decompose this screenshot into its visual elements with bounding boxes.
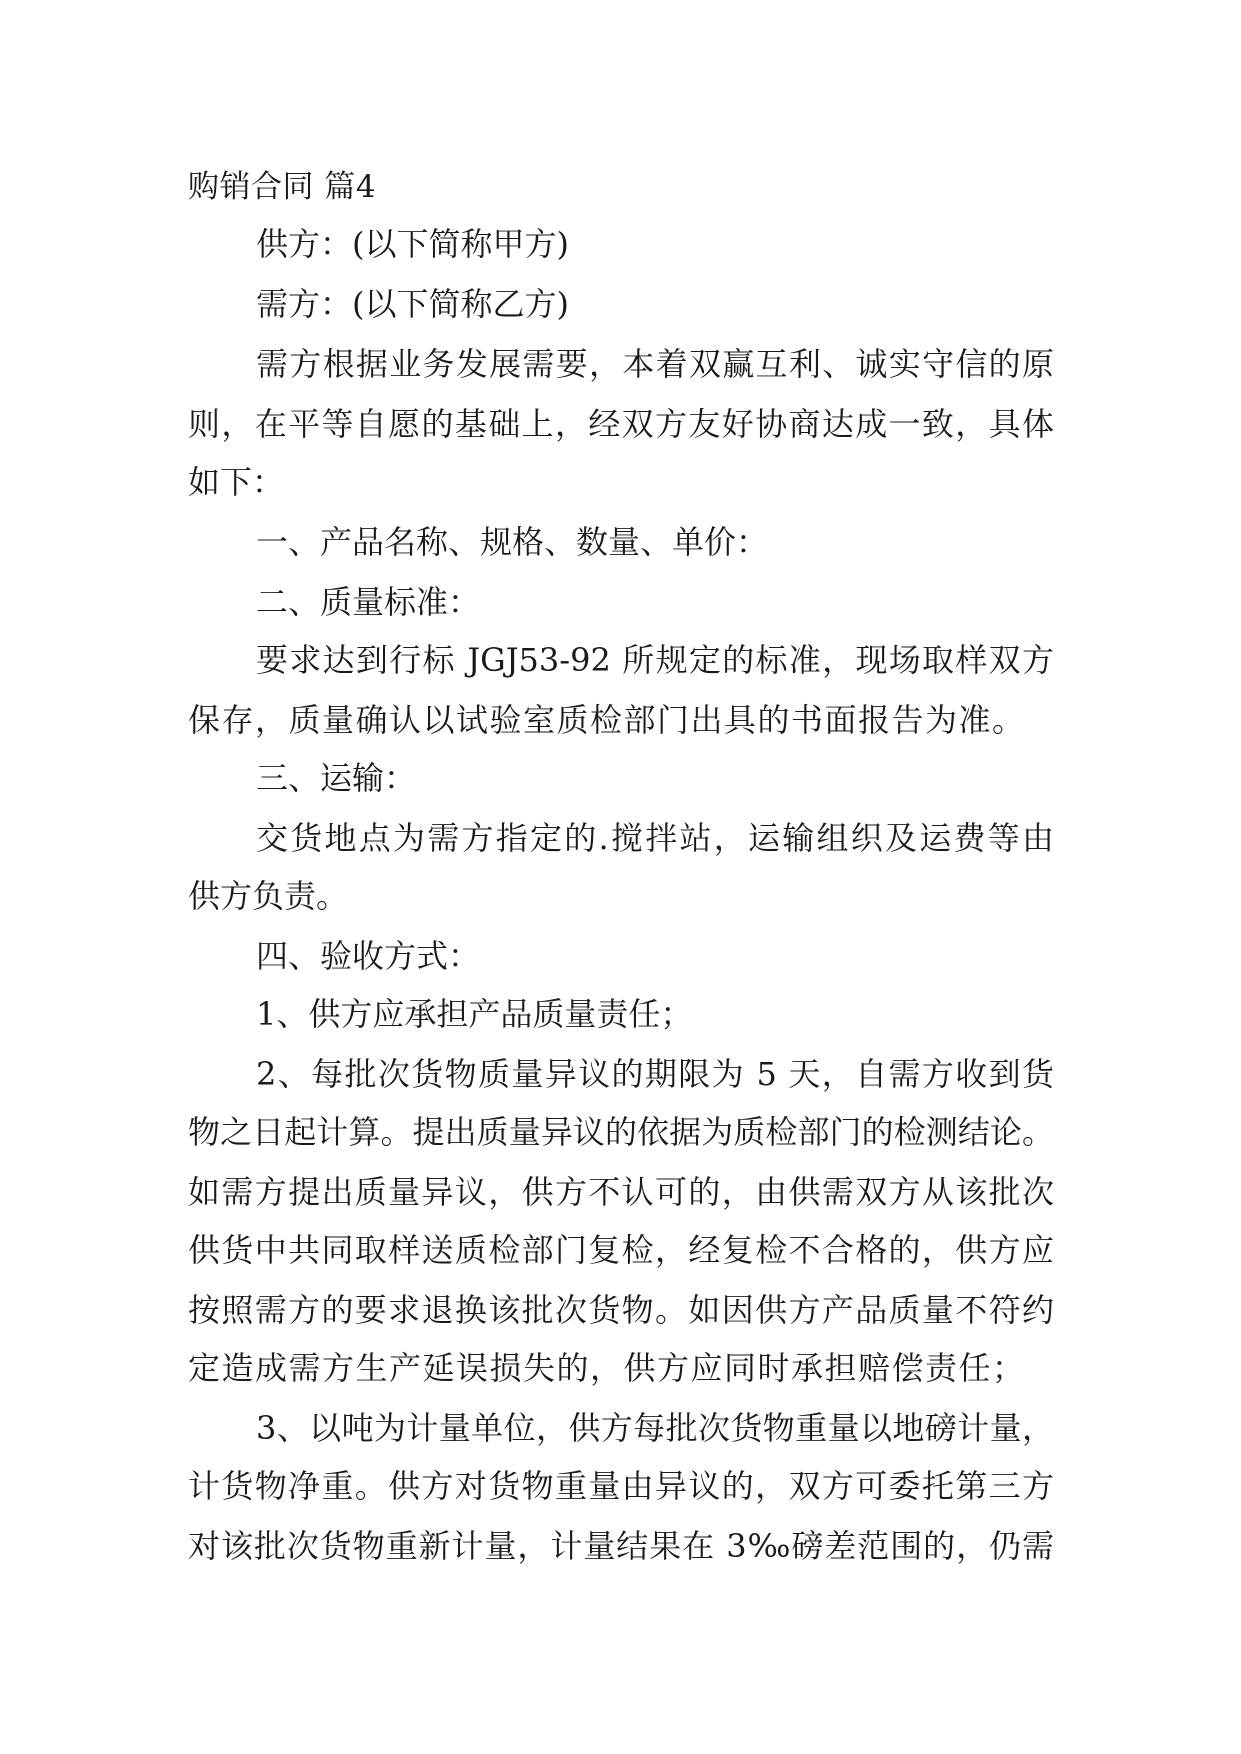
buyer-line: 需方：(以下简称乙方) <box>256 285 569 323</box>
section-heading: 二、质量标准： <box>256 583 481 621</box>
list-item: 2、每批次货物质量异议的期限为 5 天，自需方收到货 <box>256 1055 1054 1093</box>
paragraph-line: 按照需方的要求退换该批次货物。如因供方产品质量不符约 <box>188 1291 1054 1329</box>
list-item: 1、供方应承担产品质量责任； <box>256 995 693 1033</box>
paragraph-line: 定造成需方生产延误损失的，供方应同时承担赔偿责任； <box>188 1349 1024 1387</box>
paragraph-line: 物之日起计算。提出质量异议的依据为质检部门的检测结论。 <box>188 1113 1054 1151</box>
section-heading: 四、验收方式： <box>256 937 481 975</box>
paragraph-line: 要求达到行标 JGJ53-92 所规定的标准，现场取样双方 <box>256 641 1054 679</box>
paragraph-line: 对该批次货物重新计量，计量结果在 3‰磅差范围的，仍需 <box>188 1527 1054 1565</box>
section-heading: 三、运输： <box>256 759 417 797</box>
document-title: 购销合同 篇4 <box>188 169 377 205</box>
list-item: 3、以吨为计量单位，供方每批次货物重量以地磅计量， <box>256 1409 1054 1447</box>
paragraph-line: 需方根据业务发展需要，本着双赢互利、诚实守信的原 <box>256 345 1054 383</box>
paragraph-line: 如需方提出质量异议，供方不认可的，由供需双方从该批次 <box>188 1173 1054 1211</box>
paragraph-line: 计货物净重。供方对货物重量由异议的，双方可委托第三方 <box>188 1467 1054 1505</box>
paragraph-line: 则，在平等自愿的基础上，经双方友好协商达成一致，具体 <box>188 405 1054 443</box>
paragraph-line: 如下： <box>188 463 285 501</box>
section-heading: 一、产品名称、规格、数量、单价： <box>256 523 769 561</box>
paragraph-line: 保存，质量确认以试验室质检部门出具的书面报告为准。 <box>188 701 1024 739</box>
paragraph-line: 交货地点为需方指定的.搅拌站，运输组织及运费等由 <box>256 819 1054 857</box>
paragraph-line: 供货中共同取样送质检部门复检，经复检不合格的，供方应 <box>188 1231 1054 1269</box>
paragraph-line: 供方负责。 <box>188 877 349 915</box>
supplier-line: 供方：(以下简称甲方) <box>256 225 569 263</box>
